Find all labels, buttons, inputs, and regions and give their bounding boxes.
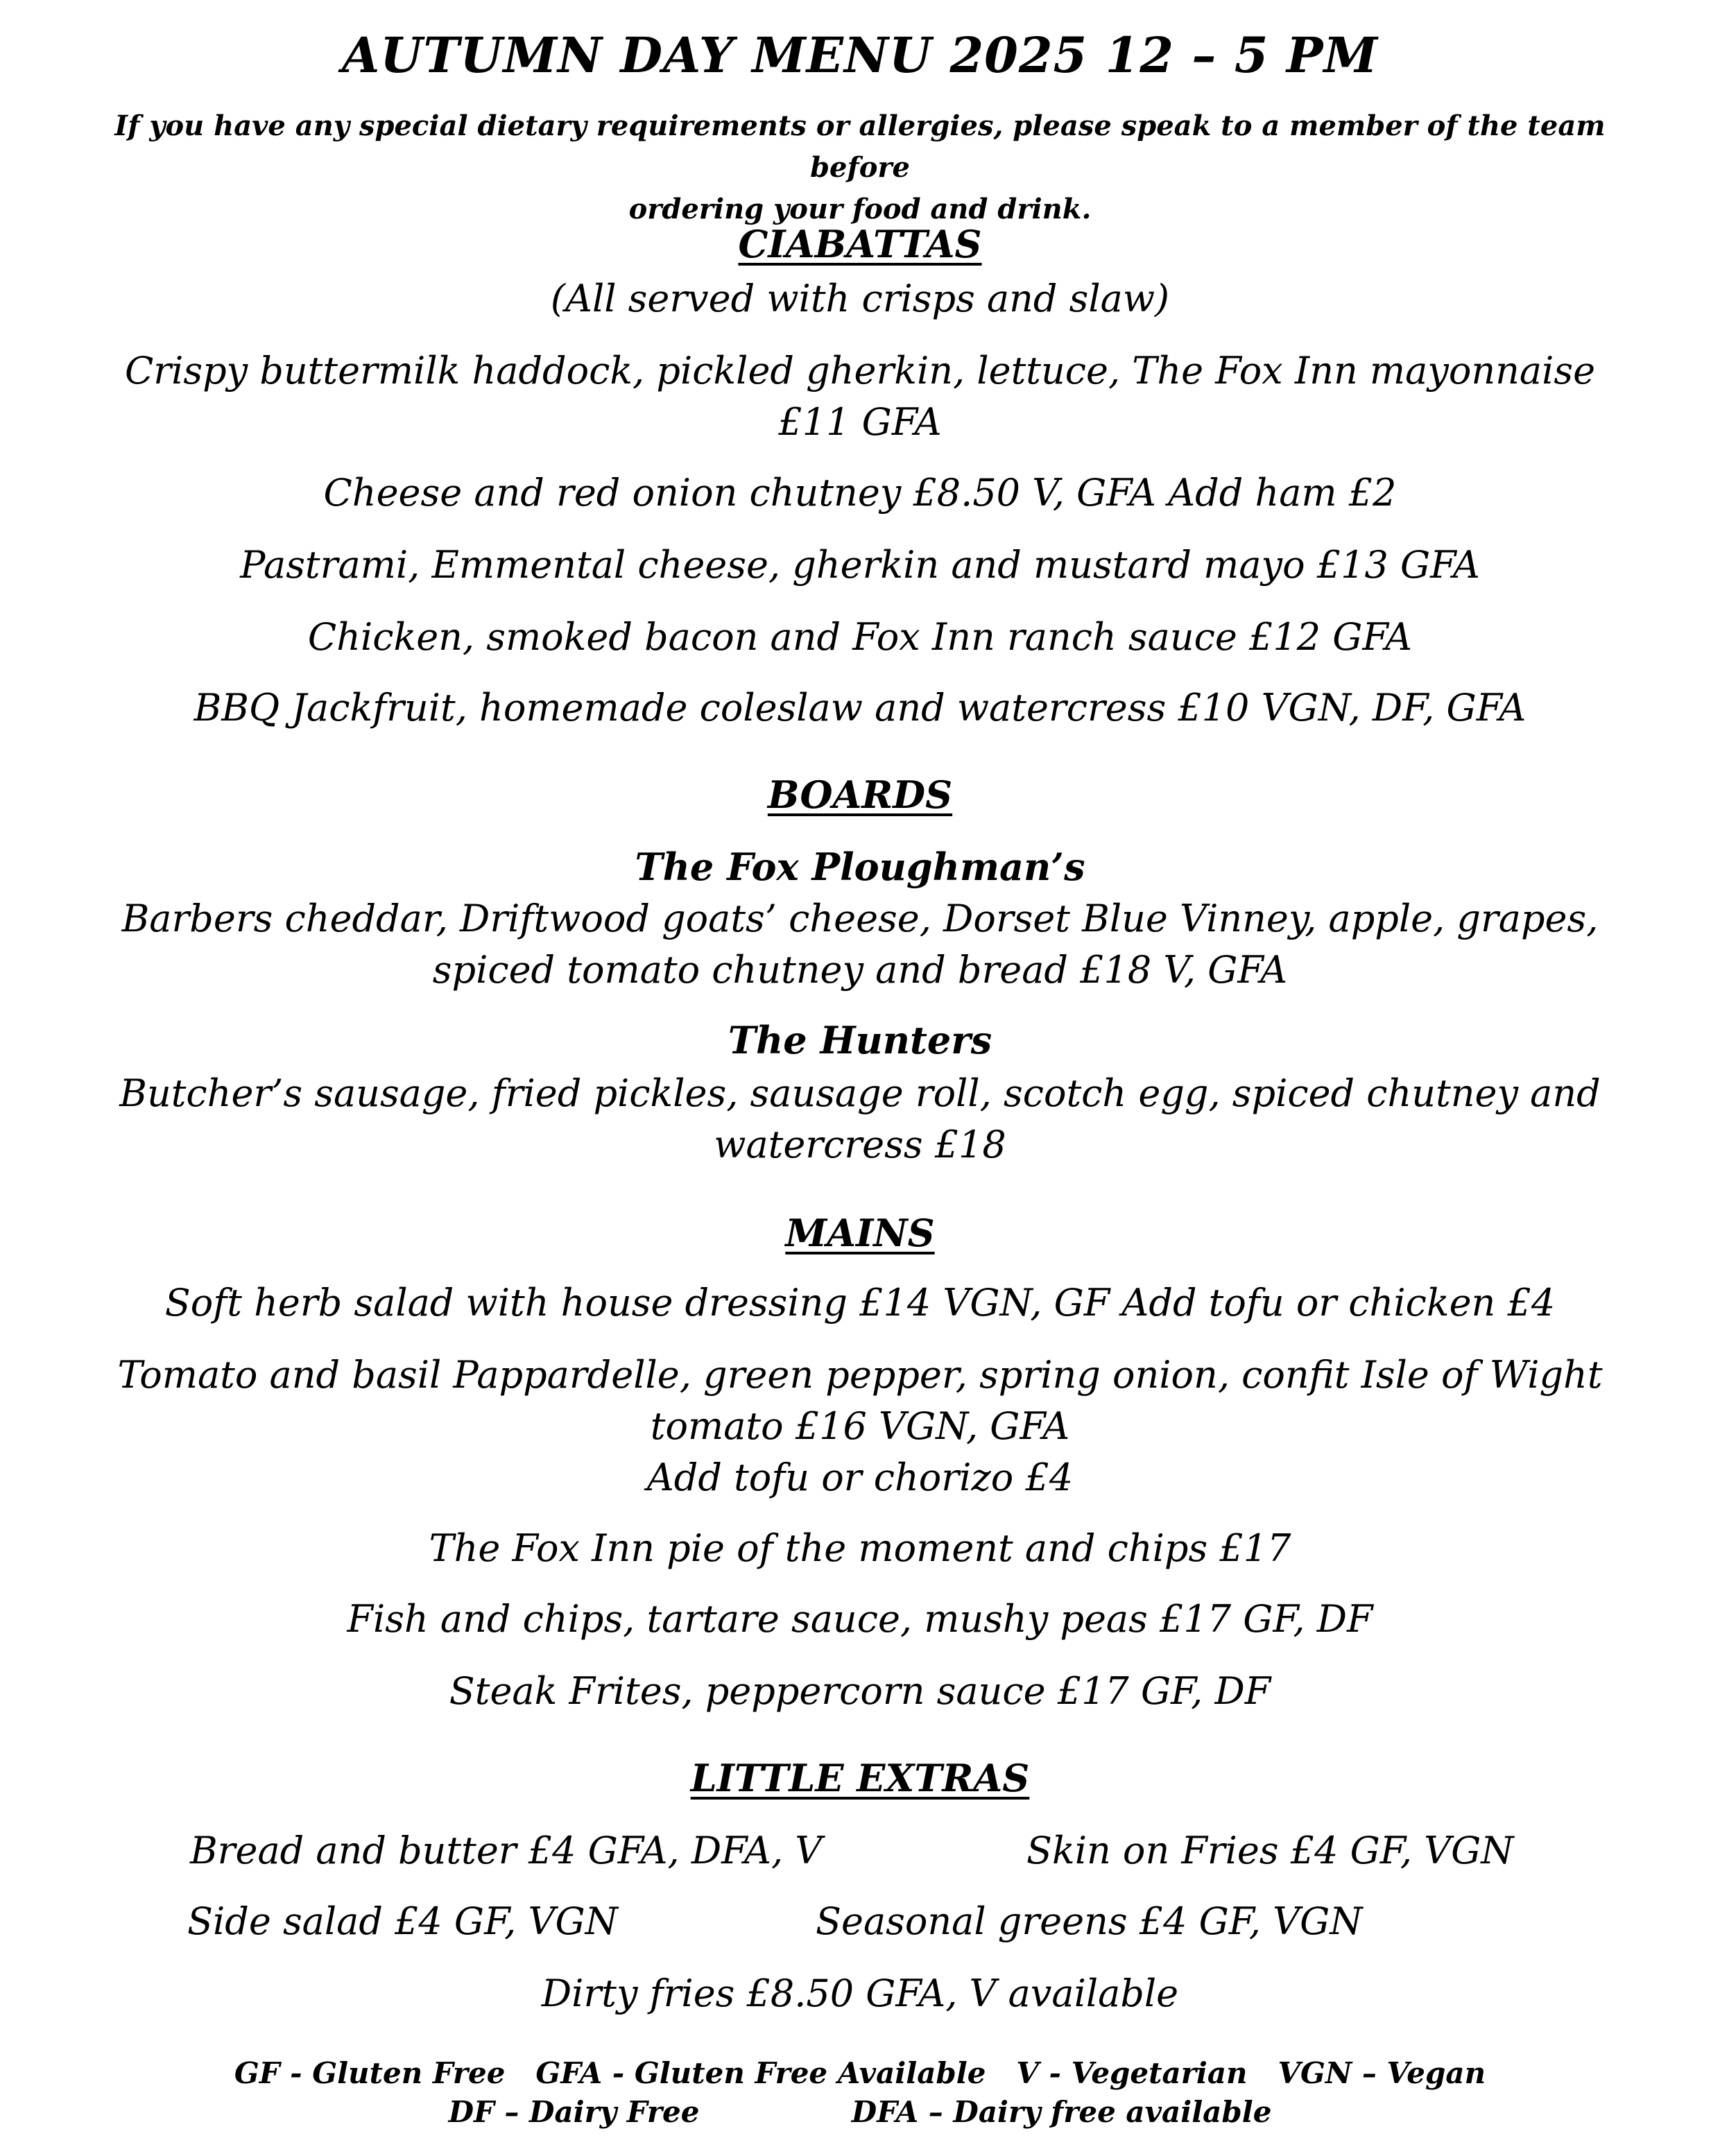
dietary-notice-line: If you have any special dietary requirements or allergies, please speak to a member of the team before bbox=[114, 110, 1606, 184]
section-heading-mains bbox=[55, 1205, 1665, 1261]
menu-item-text: Crispy buttermilk haddock, pickled gherkin, lettuce, The Fox Inn mayonnaise bbox=[124, 349, 1596, 393]
menu-item: Cheese and red onion chutney £8.50 V, GFA Add ham £2 bbox=[323, 471, 1397, 515]
menu-title: AUTUMN DAY MENU 2025 12 – 5 PM bbox=[342, 26, 1378, 84]
menu-item-text: tomato £16 VGN, GFA bbox=[650, 1404, 1070, 1448]
extra-item: Seasonal greens £4 GF, VGN bbox=[816, 1899, 1363, 1943]
dietary-key-line bbox=[55, 2093, 1665, 2132]
dietary-notice-line: ordering your food and drink. bbox=[628, 193, 1092, 225]
board-description-line: Barbers cheddar, Driftwood goats’ cheese, Dorset Blue Vinney, apple, grapes, bbox=[121, 897, 1599, 940]
menu-item bbox=[55, 345, 1665, 448]
section-heading-label: BOARDS bbox=[767, 773, 953, 817]
section-heading-label: MAINS bbox=[785, 1211, 935, 1255]
section-heading-little-extras bbox=[55, 1750, 1665, 1806]
key-entry: DFA – Dairy free available bbox=[851, 2095, 1272, 2129]
board-description-line: Butcher’s sausage, fried pickles, sausage roll, scotch egg, spiced chutney and bbox=[119, 1071, 1601, 1115]
dietary-key-line bbox=[55, 2054, 1665, 2093]
section-heading-label: CIABATTAS bbox=[738, 222, 982, 266]
section-heading-ciabattas bbox=[55, 216, 1665, 272]
menu-item-text: £11 GFA bbox=[778, 400, 942, 444]
extra-item: Side salad £4 GF, VGN bbox=[187, 1899, 618, 1943]
key-entry: V - Vegetarian bbox=[1016, 2056, 1248, 2090]
dietary-notice bbox=[69, 105, 1651, 230]
board-description-line: spiced tomato chutney and bread £18 V, GFA bbox=[432, 948, 1288, 992]
menu-item: The Fox Inn pie of the moment and chips £17 bbox=[429, 1526, 1291, 1570]
section-heading-label: LITTLE EXTRAS bbox=[690, 1756, 1030, 1800]
menu-item: Soft herb salad with house dressing £14 VGN, GF Add tofu or chicken £4 bbox=[164, 1281, 1556, 1325]
extra-item: Skin on Fries £4 GF, VGN bbox=[1026, 1829, 1514, 1872]
board-description bbox=[55, 1068, 1665, 1171]
key-entry: GF - Gluten Free bbox=[234, 2056, 506, 2090]
extra-item: Dirty fries £8.50 GFA, V available bbox=[541, 1972, 1179, 2015]
menu-item bbox=[55, 1349, 1665, 1503]
menu-item: Fish and chips, tartare sauce, mushy peas £17 GF, DF bbox=[347, 1597, 1373, 1641]
menu-item: BBQ Jackfruit, homemade coleslaw and watercress £10 VGN, DF, GFA bbox=[194, 686, 1526, 730]
menu-item-text: Add tofu or chorizo £4 bbox=[646, 1456, 1074, 1499]
menu-item: Pastrami, Emmental cheese, gherkin and mustard mayo £13 GFA bbox=[240, 543, 1480, 587]
board-description-line: watercress £18 bbox=[714, 1123, 1006, 1166]
key-entry: GFA - Gluten Free Available bbox=[535, 2056, 986, 2090]
board-name: The Hunters bbox=[728, 1018, 992, 1062]
board-name: The Fox Ploughman’s bbox=[635, 845, 1085, 889]
menu-item-text: Tomato and basil Pappardelle, green pepper, spring onion, confit Isle of Wight bbox=[117, 1353, 1603, 1397]
extra-item: Bread and butter £4 GFA, DFA, V bbox=[190, 1829, 823, 1872]
menu-item: Steak Frites, peppercorn sauce £17 GF, DF bbox=[449, 1669, 1271, 1713]
key-entry: DF – Dairy Free bbox=[448, 2095, 700, 2129]
ciabattas-note: (All served with crisps and slaw) bbox=[550, 277, 1170, 320]
dietary-key bbox=[55, 2054, 1665, 2132]
board-description bbox=[55, 893, 1665, 996]
section-heading-boards bbox=[55, 767, 1665, 822]
key-entry: VGN – Vegan bbox=[1278, 2056, 1486, 2090]
menu-item: Chicken, smoked bacon and Fox Inn ranch sauce £12 GFA bbox=[307, 615, 1413, 659]
